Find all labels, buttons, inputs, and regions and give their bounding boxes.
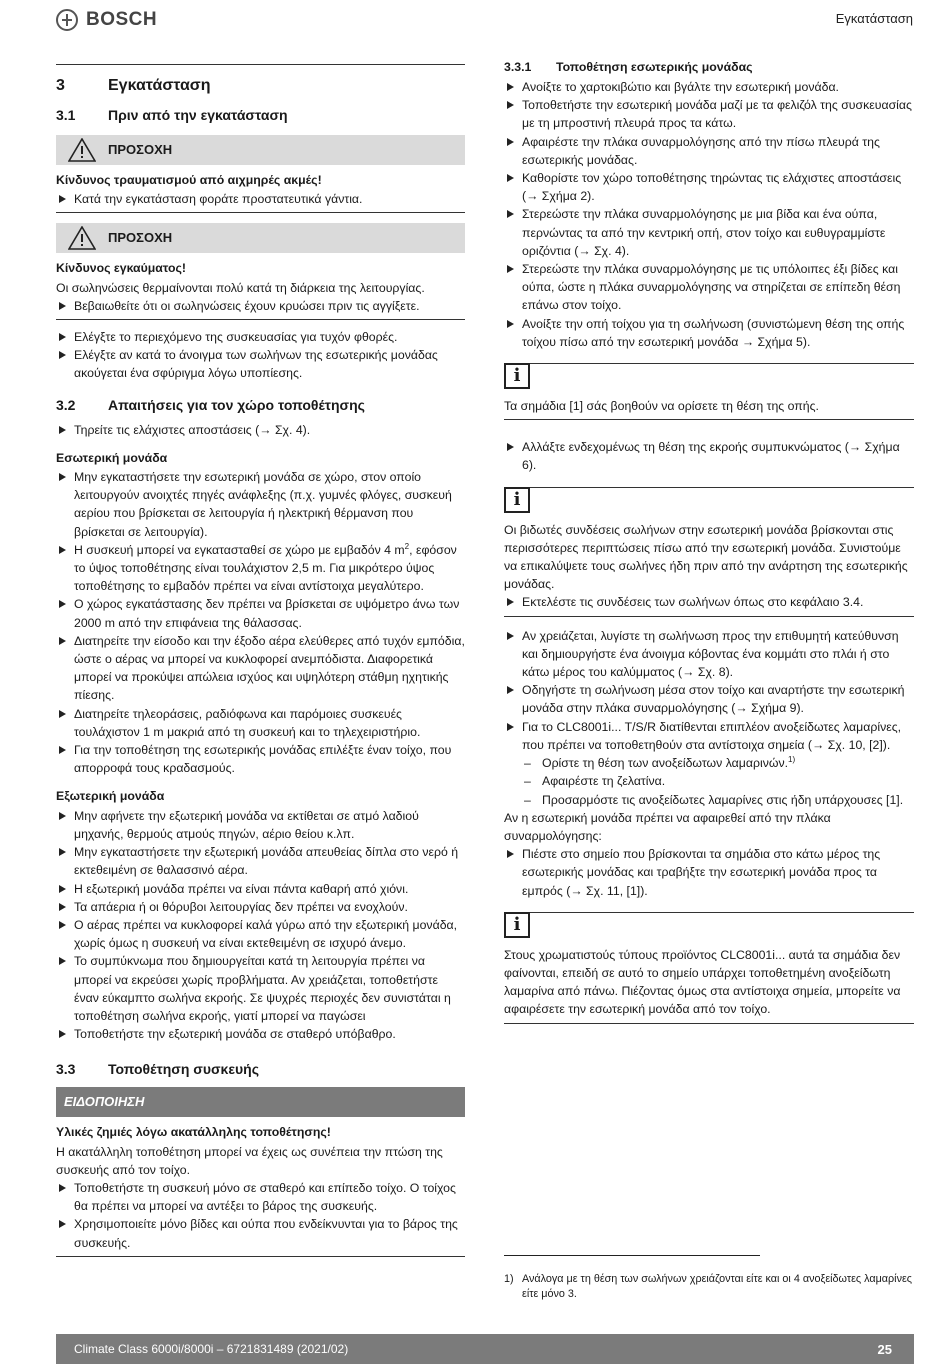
info-text: Τα σημάδια [1] σάς βοηθούν να ορίσετε τη θέση της οπής. xyxy=(504,399,819,414)
info-text: Οι βιδωτές συνδέσεις σωλήνων στην εσωτερική μονάδα βρίσκονται στις περισσότερες περιπτώσεις πίσω από την εσωτερική μονάδα. Συνιστούμε να επικαλύψετε τους σωλήνες ήδη πριν από την ανάρτηση της εσωτερικής μονάδας. xyxy=(504,522,908,592)
list-item: Τοποθετήστε την εσωτερική μονάδα μαζί με τα φελιζόλ της συσκευασίας με τη μπροστινή πλευρά προς τα κάτω. xyxy=(504,96,914,132)
heading-number: 3.3.1 xyxy=(504,60,532,74)
heading-number: 3.2 xyxy=(56,396,76,413)
list-item: Πιέστε στο σημείο που βρίσκονται τα σημάδια στο κάτω μέρος της εσωτερικής μονάδας και τραβήξτε την εσωτερική μονάδα προς τα εμπρός (→ Σχ. 11, [1]). xyxy=(504,845,914,900)
footer-text: Climate Class 6000i/8000i – 6721831489 (2021/02) xyxy=(74,1342,349,1356)
footnote-rule xyxy=(504,1255,760,1256)
list-item: Ανοίξτε το χαρτοκιβώτιο και βγάλτε την εσωτερική μονάδα. xyxy=(504,78,914,96)
text-part: Η συσκευή μπορεί να εγκατασταθεί σε χώρο με εμβαδόν 4 m xyxy=(74,542,405,557)
left-column xyxy=(56,58,465,1265)
caution-subtitle: Κίνδυνος τραυματισμού από αιχμηρές ακμές! xyxy=(56,173,322,187)
list-item: Ο χώρος εγκατάστασης δεν πρέπει να βρίσκεται σε υψόμετρο άνω των 2000 m από την επιφάνεια της θάλασσας. xyxy=(56,595,465,631)
heading-3-3 xyxy=(56,1059,465,1079)
subheading-outdoor-unit: Εξωτερική μονάδα xyxy=(56,789,165,804)
list-item: Μην εγκαταστήσετε την εξωτερική μονάδα απευθείας δίπλα στο νερό ή εκτεθειμένη σε θαλασσινό αέρα. xyxy=(56,843,465,879)
list-item: Διατηρείτε τηλεοράσεις, ραδιόφωνα και παρόμοιες συσκευές τουλάχιστον 1 m μακριά από τη συσκευή και το τηλεχειριστήριο. xyxy=(56,705,465,741)
list-item: Τοποθετήστε την εξωτερική μονάδα σε σταθερό υπόβαθρο. xyxy=(56,1025,465,1043)
list-item: Αλλάξτε ενδεχομένως τη θέση της εκροής συμπυκνώματος (→ Σχήμα 6). xyxy=(504,438,914,474)
info-header xyxy=(504,359,914,389)
footnote-mark: 1) xyxy=(504,1273,514,1285)
footnote-text: Ανάλογα με τη θέση των σωλήνων χρειάζονται είτε και οι 4 ανοξείδωτες λαμαρίνες είτε μόνο 3. xyxy=(522,1273,912,1300)
list-item: Στερεώστε την πλάκα συναρμολόγησης με τις υπόλοιπες έξι βίδες και ούπα, ώστε η πλάκα συναρμολόγησης να στηρίζεται σε επίπεδη θέση επάνω στον τοίχο. xyxy=(504,260,914,315)
column-top-rule xyxy=(56,64,465,65)
info-block-3 xyxy=(504,908,914,1024)
list-item: Καθορίστε τον χώρο τοποθέτησης τηρώντας τις ελάχιστες αποστάσεις (→ Σχήμα 2). xyxy=(504,169,914,205)
list-item: Τα απάερια ή οι θόρυβοι λειτουργίας δεν πρέπει να ενοχλούν. xyxy=(56,898,465,916)
caution-block-sharp-edges xyxy=(56,135,465,213)
list-item: Διατηρείτε την είσοδο και την έξοδο αέρα ελεύθερες από τυχόν εμπόδια, ώστε ο αέρας να μπορεί να κυκλοφορεί ανεμπόδιστα. Διαφορετικά μπορεί να προκύψει απώλεια ισχύος και υψηλότερη στάθμη ηχητικής πίεσης. xyxy=(56,632,465,705)
info-block-2 xyxy=(504,483,914,617)
dash-item xyxy=(504,754,914,772)
caution-title: ΠΡΟΣΟΧΗ xyxy=(108,141,173,157)
caution-bar xyxy=(56,223,465,253)
caution-bar xyxy=(56,135,465,165)
page-header xyxy=(0,0,950,40)
list-item: Στερεώστε την πλάκα συναρμολόγησης με μια βίδα και ένα ούπα, περνώντας τα από την κεντρική οπή, στον τοίχο και ευθυγραμμίστε οριζόντια (→ Σχ. 4). xyxy=(504,205,914,260)
list-item: Οδηγήστε τη σωλήνωση μέσα στον τοίχο και αναρτήστε την εσωτερική μονάδα στην πλάκα συναρμολόγησης (→ Σχήμα 9). xyxy=(504,681,914,717)
list-item: Χρησιμοποιείτε μόνο βίδες και ούπα που ενδείκνυνται για το βάρος της συσκευής. xyxy=(56,1215,465,1251)
text-part: , εφόσον το ύψος τοποθέτησης είναι τουλάχιστον 2,5 m. Για μικρότερο ύψος τοποθέτησης το εμβαδόν πρέπει να είναι αντίστοιχα μεγαλύτερο. xyxy=(74,542,457,594)
heading-number: 3.1 xyxy=(56,107,76,123)
list-item: Μην αφήνετε την εξωτερική μονάδα να εκτίθεται σε ατμό λαδιού μηχανής, θερμούς ατμούς πηγών, αέριο θείου κ.λπ. xyxy=(56,807,465,843)
list-item: Τηρείτε τις ελάχιστες αποστάσεις (→ Σχ. 4). xyxy=(56,421,465,439)
list-item: Αν χρειάζεται, λυγίστε τη σωλήνωση προς την επιθυμητή κατεύθυνση και δημιουργήστε ένα άνοιγμα κόβοντας ένα κομμάτι στο πλάι ή στο κάτω μέρος του καλύμματος (→ Σχ. 8). xyxy=(504,627,914,682)
list-item: Κατά την εγκατάσταση φοράτε προστατευτικά γάντια. xyxy=(56,190,465,208)
notice-subtitle: Υλικές ζημιές λόγω ακατάλληλης τοποθέτησης! xyxy=(56,1125,331,1140)
notice-text: Η ακατάλληλη τοποθέτηση μπορεί να έχεις ως συνέπεια την πτώση της συσκευής από τον τοίχο. xyxy=(56,1144,443,1177)
footnote-ref: 1) xyxy=(788,755,796,764)
list-item: Για το CLC8001i... T/S/R διατίθενται επιπλέον ανοξείδωτες λαμαρίνες, που πρέπει να τοποθετηθούν στα αντίστοιχα σημεία (→ Σχ. 10, [2]). xyxy=(504,718,914,754)
heading-title: Εγκατάσταση xyxy=(108,77,211,94)
list-item: Ο αέρας πρέπει να κυκλοφορεί καλά γύρω από την εξωτερική μονάδα, χωρίς όμως η συσκευή να είναι εκτεθειμένη σε ισχυρό άνεμο. xyxy=(56,916,465,952)
brand-name: BOSCH xyxy=(86,9,158,30)
list-item: Το συμπύκνωμα που δημιουργείται κατά τη λειτουργία πρέπει να μπορεί να εκρεύσει χωρίς προβλήματα. Αν χρειάζεται, τοποθετήστε έναν εύκαμπτο σωλήνα εκροής. Σε ψυχρές περιοχές δεν συνιστάται η τοποθέτηση σωλήνα εκροής, γιατί μπορεί να παγώσει xyxy=(56,952,465,1025)
list-item: Ελέγξτε αν κατά το άνοιγμα των σωλήνων της εσωτερικής μονάδας ακούγεται ένα σφύριγμα λόγω υποπίεσης. xyxy=(56,346,465,382)
heading-title: Τοποθέτηση συσκευής xyxy=(108,1061,259,1078)
info-icon: i xyxy=(504,363,530,389)
list-item: Εκτελέστε τις συνδέσεις των σωλήνων όπως στο κεφάλαιο 3.4. xyxy=(504,593,914,611)
info-icon: i xyxy=(504,912,530,938)
warning-triangle-icon xyxy=(68,138,96,162)
notice-block xyxy=(56,1087,465,1256)
heading-3-3-1 xyxy=(504,58,914,76)
superscript: 2 xyxy=(404,541,410,551)
info-text: Στους χρωματιστούς τύπους προϊόντος CLC8001i... αυτά τα σημάδια δεν φαίνονται, επειδή σε αυτό το σημείο υπάρχει τοποθετημένη ανοξείδωτη λαμαρίνα από πάνω. Πιέζοντας όμως στα αντίστοιχα σημεία, μπορείτε να αφαιρέσετε την εσωτερική μονάδα από τον τοίχο. xyxy=(504,947,901,1017)
dash-item: – Προσαρμόστε τις ανοξείδωτες λαμαρίνες στις ήδη υπάρχουσες [1]. xyxy=(504,791,914,809)
list-item: Για την τοποθέτηση της εσωτερικής μονάδας επιλέξτε έναν τοίχο, που απορροφά τους κραδασμούς. xyxy=(56,741,465,777)
caution-text: Οι σωληνώσεις θερμαίνονται πολύ κατά τη διάρκεια της λειτουργίας. xyxy=(56,280,425,295)
bosch-logo xyxy=(56,8,157,32)
heading-3-2 xyxy=(56,395,465,415)
notice-title: ΕΙΔΟΠΟΙΗΣΗ xyxy=(64,1094,145,1110)
list-item: Τοποθετήστε τη συσκευή μόνο σε σταθερό και επίπεδο τοίχο. Ο τοίχος θα πρέπει να μπορεί να αντέξει το βάρος της συσκευής. xyxy=(56,1179,465,1215)
info-rule xyxy=(530,912,914,913)
right-column xyxy=(504,58,914,1034)
heading-3-1 xyxy=(56,105,465,125)
notice-bar xyxy=(56,1087,465,1117)
heading-title: Τοποθέτηση εσωτερικής μονάδας xyxy=(556,60,753,74)
info-block-1 xyxy=(504,359,914,420)
heading-title: Απαιτήσεις για τον χώρο τοποθέτησης xyxy=(108,396,365,413)
list-item: Ανοίξτε την οπή τοίχου για τη σωλήνωση (συνιστώμενη θέση της οπής τοίχου πίσω από την εσωτερική μονάδα → Σχήμα 5). xyxy=(504,315,914,351)
dash-text: Ορίστε τη θέση των ανοξείδωτων λαμαρινών. xyxy=(542,756,789,771)
list-item: Ελέγξτε το περιεχόμενο της συσκευασίας για τυχόν φθορές. xyxy=(56,328,465,346)
info-rule xyxy=(530,363,914,364)
warning-triangle-icon xyxy=(68,226,96,250)
subheading-indoor-unit: Εσωτερική μονάδα xyxy=(56,450,168,465)
header-section-title: Εγκατάσταση xyxy=(835,11,913,26)
footnote xyxy=(504,1272,914,1302)
bosch-armature-icon xyxy=(56,9,78,31)
info-header xyxy=(504,483,914,513)
list-item: Βεβαιωθείτε ότι οι σωληνώσεις έχουν κρυώσει πριν τις αγγίξετε. xyxy=(56,297,465,315)
caution-title: ΠΡΟΣΟΧΗ xyxy=(108,230,173,246)
dash-item: – Αφαιρέστε τη ζελατίνα. xyxy=(504,772,914,790)
heading-title: Πριν από την εγκατάσταση xyxy=(108,107,288,123)
paragraph: Αν η εσωτερική μονάδα πρέπει να αφαιρεθεί από την πλάκα συναρμολόγησης: xyxy=(504,810,831,843)
list-item: Μην εγκαταστήσετε την εσωτερική μονάδα σε χώρο, στον οποίο λειτουργούν ανοιχτές πηγές ανάφλεξης (π.χ. γυμνές φλόγες, συσκευή αερίου που βρίσκεται σε λειτουργία ή ηλεκτρική θέρμανση που βρίσκεται σε λειτουργία). xyxy=(56,468,465,541)
list-item xyxy=(56,541,465,596)
info-header xyxy=(504,908,914,938)
heading-number: 3.3 xyxy=(56,1061,76,1078)
caution-subtitle: Κίνδυνος εγκαύματος! xyxy=(56,261,186,276)
list-item: Αφαιρέστε την πλάκα συναρμολόγησης από την πίσω πλευρά της εσωτερικής μονάδας. xyxy=(504,133,914,169)
heading-number: 3 xyxy=(56,77,65,94)
page-number: 25 xyxy=(877,1341,892,1357)
info-icon: i xyxy=(504,487,530,513)
info-rule xyxy=(530,487,914,488)
page-footer xyxy=(56,1334,914,1364)
caution-block-burns xyxy=(56,223,465,320)
list-item: Η εξωτερική μονάδα πρέπει να είναι πάντα καθαρή από χιόνι. xyxy=(56,880,465,898)
heading-3 xyxy=(56,75,465,97)
